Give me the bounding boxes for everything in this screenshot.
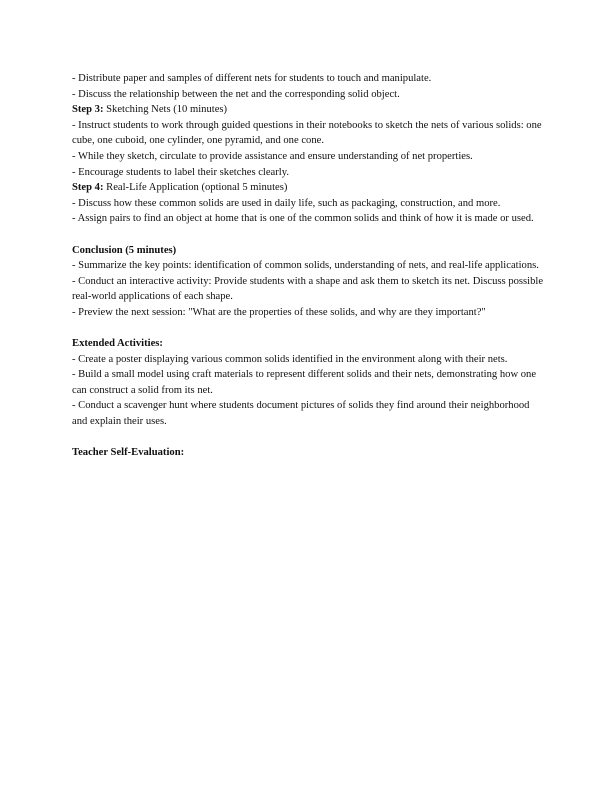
extended-item-1: - Create a poster displaying various common solids identified in the environment along with their nets. bbox=[72, 353, 508, 365]
extended-heading: Extended Activities: bbox=[72, 338, 163, 350]
conclusion-item-2: - Conduct an interactive activity: Provide students with a shape and ask them to sketch its net. Discuss possible real-world applications of each shape. bbox=[72, 275, 544, 303]
step3-item-1: - Instruct students to work through guided questions in their notebooks to sketch the nets of various solids: one cube, one cuboid, one cylinder, one pyramid, and one cone. bbox=[72, 119, 542, 147]
step4-heading bbox=[72, 180, 544, 196]
step3-label: Step 3: bbox=[72, 104, 104, 116]
spacer bbox=[72, 321, 544, 337]
step4-item-1: - Discuss how these common solids are used in daily life, such as packaging, construction, and more. bbox=[72, 197, 501, 209]
step4-title: Real-Life Application (optional 5 minutes) bbox=[103, 182, 288, 194]
extended-item-2: - Build a small model using craft materials to represent different solids and their nets, demonstrating how one can construct a solid from its net. bbox=[72, 369, 537, 396]
step2-item-1: - Distribute paper and samples of different nets for students to touch and manipulate. bbox=[72, 73, 432, 84]
step4-item-2: - Assign pairs to find an object at home that is one of the common solids and think of how it is made or used. bbox=[72, 213, 534, 225]
self-evaluation-heading: Teacher Self-Evaluation: bbox=[72, 447, 185, 459]
step2-item-2: - Discuss the relationship between the net and the corresponding solid object. bbox=[72, 88, 400, 100]
step3-title: Sketching Nets (10 minutes) bbox=[103, 104, 228, 116]
extended-item-3: - Conduct a scavenger hunt where students document pictures of solids they find around their neighborhood and explain their uses. bbox=[72, 400, 530, 428]
conclusion-heading: Conclusion (5 minutes) bbox=[72, 244, 177, 256]
step4-label: Step 4: bbox=[72, 182, 104, 194]
conclusion-item-3: - Preview the next session: "What are the properties of these solids, and why are they important?" bbox=[72, 306, 486, 318]
step3-heading bbox=[72, 102, 544, 118]
document-page bbox=[72, 71, 544, 461]
spacer bbox=[72, 227, 544, 243]
spacer bbox=[72, 430, 544, 446]
conclusion-item-1: - Summarize the key points: identification of common solids, understanding of nets, and real-life applications. bbox=[72, 260, 539, 272]
step3-item-3: - Encourage students to label their sketches clearly. bbox=[72, 166, 289, 178]
step3-item-2: - While they sketch, circulate to provide assistance and ensure understanding of net properties. bbox=[72, 150, 473, 162]
